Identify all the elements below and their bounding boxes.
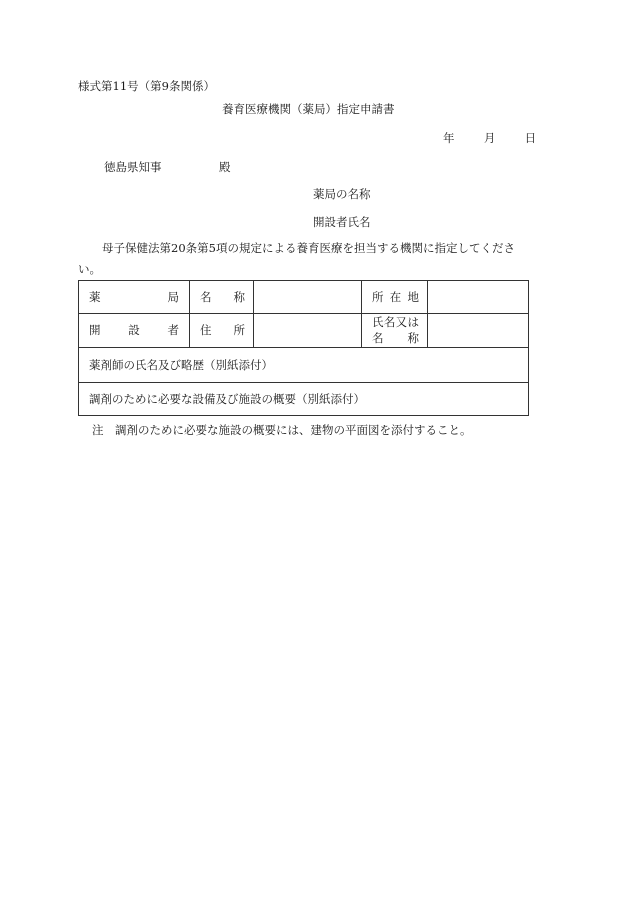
table-row-facility-overview (79, 383, 529, 416)
pharmacy-label-cell (79, 281, 190, 314)
pharmacy-address-sublabel-cell (362, 281, 428, 314)
founder-label-char: 者 (167, 323, 179, 338)
name-sublabel-char: 名 (372, 331, 384, 345)
address-sublabel-char: 住 (200, 323, 212, 338)
founder-label-char: 開 (89, 323, 101, 338)
pharmacy-name-sublabel-cell (190, 281, 254, 314)
request-body-text: 母子保健法第20条第5項の規定による養育医療を担当する機関に指定してください。 (78, 241, 515, 276)
pharmacist-history-cell: 薬剤師の氏名及び略歴（別紙添付） (79, 348, 529, 383)
founder-label-char: 設 (128, 323, 140, 338)
date-day-label: 日 (524, 131, 537, 145)
pharmacy-name-label: 薬局の名称 (313, 187, 371, 201)
pharmacy-label-char: 薬 (89, 289, 101, 304)
table-row-pharmacist-history (79, 348, 529, 383)
founder-address-value-cell[interactable] (254, 314, 362, 348)
name-sublabel-char: 氏 (372, 315, 384, 330)
date-line (443, 133, 536, 145)
founder-name-sublabel-cell (362, 314, 428, 348)
name-sublabel-char: 称 (233, 289, 245, 304)
founder-label-cell (79, 314, 190, 348)
pharmacy-name-value-cell[interactable] (254, 281, 362, 314)
application-table (78, 280, 529, 416)
name-sublabel-char: 名 (200, 289, 212, 304)
address-sublabel-char: 所 (233, 323, 245, 338)
table-row-founder (79, 314, 529, 348)
name-sublabel-char: 名 (383, 315, 396, 330)
name-sublabel-char: は (407, 315, 419, 330)
facility-overview-cell: 調剤のために必要な設備及び施設の概要（別紙添付） (79, 383, 529, 416)
address-sublabel-char: 在 (389, 289, 402, 304)
date-year-label: 年 (443, 131, 455, 145)
name-sublabel-char: 又 (395, 315, 408, 330)
founder-name-label: 開設者氏名 (313, 215, 371, 229)
date-month-label: 月 (483, 131, 496, 145)
note-text: 注 調剤のために必要な施設の概要には、建物の平面図を添付すること。 (92, 423, 472, 437)
name-sublabel-char: 称 (407, 331, 419, 345)
address-sublabel-char: 所 (372, 289, 384, 304)
pharmacy-address-value-cell[interactable] (428, 281, 529, 314)
table-row-pharmacy (79, 281, 529, 314)
form-number: 様式第11号（第9条関係） (78, 79, 215, 93)
founder-address-sublabel-cell (190, 314, 254, 348)
document-title: 養育医療機関（薬局）指定申請書 (222, 102, 395, 116)
addressee-suffix: 殿 (219, 160, 231, 174)
founder-name-value-cell[interactable] (428, 314, 529, 348)
pharmacy-label-char: 局 (167, 289, 179, 304)
addressee-name: 徳島県知事 (104, 160, 162, 174)
address-sublabel-char: 地 (407, 289, 419, 304)
